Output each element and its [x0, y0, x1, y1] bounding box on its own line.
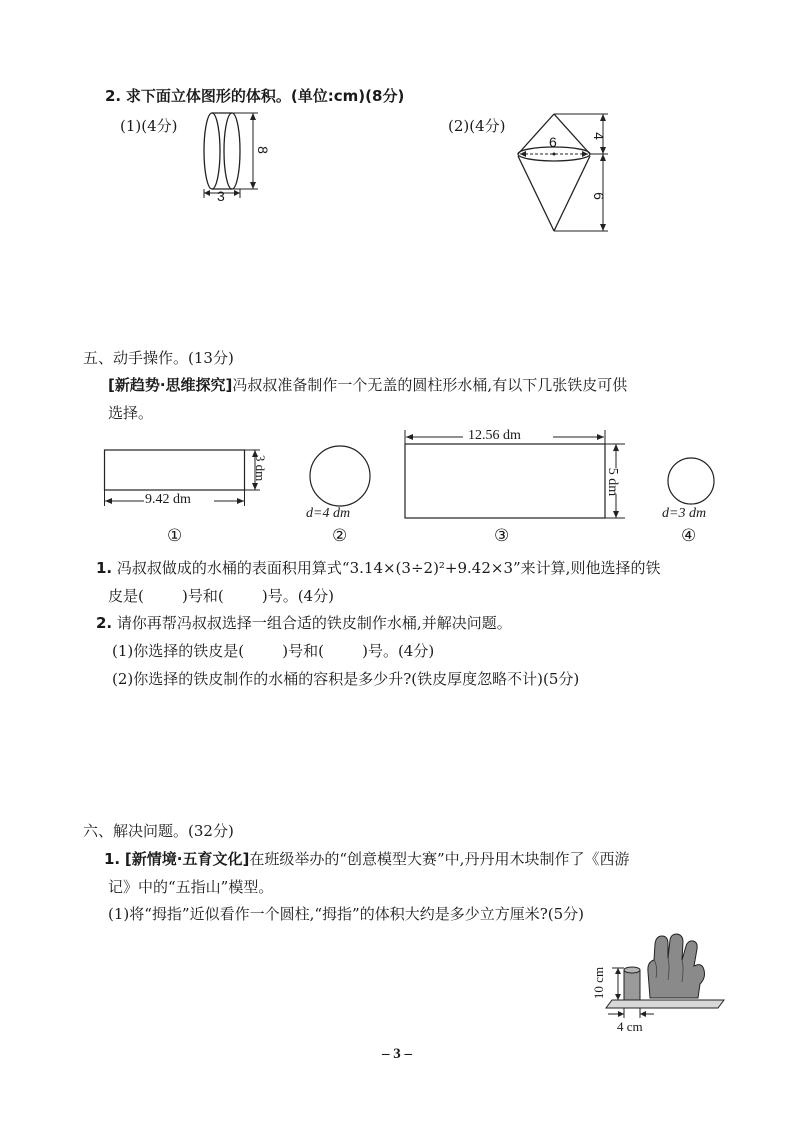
marker-1: ① [167, 526, 183, 546]
s5-q2-sub1: (1)你选择的铁皮是( )号和( )号。(4分) [112, 642, 435, 660]
s6-q1-line2: 记》中的“五指山”模型。 [108, 878, 274, 896]
s6-q1-sub1: (1)将“拇指”近似看作一个圆柱,“拇指”的体积大约是多少立方厘米?(5分) [108, 905, 584, 923]
sheet4-diameter-label: d=3 dm [662, 506, 707, 521]
q4-2-title [105, 85, 404, 107]
marker-4: ④ [681, 526, 697, 546]
s5-q1-number: 1. [96, 559, 113, 577]
thumb-height-label: 10 cm [591, 966, 607, 1000]
q4-2-part1-label: (1)(4分) [120, 117, 178, 135]
sheet2-diameter-label: d=4 dm [306, 506, 351, 521]
page-number: – 3 – [382, 1046, 412, 1062]
cylinder-figure [196, 110, 276, 200]
q4-2-part2-label: (2)(4分) [448, 117, 506, 135]
sheet1-width-label: 9.42 dm [145, 492, 191, 507]
s5-q2 [96, 612, 512, 634]
s6-q1 [104, 848, 629, 870]
marker-3: ③ [494, 526, 510, 546]
q4-2-text: 求下面立体图形的体积。(单位:cm)(8分) [125, 87, 405, 105]
cone-diameter-label: 6 [549, 134, 557, 150]
cylinder-height-label: 8 [254, 146, 271, 154]
five-finger-mountain-model [598, 932, 748, 1032]
sheet2-circle [306, 444, 376, 514]
s5-q2-line: 请你再帮冯叔叔选择一组合适的铁皮制作水桶,并解决问题。 [116, 614, 512, 632]
section5-heading: 五、动手操作。(13分) [83, 349, 234, 367]
s5-q1 [96, 557, 660, 579]
section5-intro-line1: 冯叔叔准备制作一个无盖的圆柱形水桶,有以下几张铁皮可供 [232, 376, 628, 394]
section5-tag: [新趋势·思维探究] [108, 376, 233, 394]
thumb-diameter-label: 4 cm [617, 1019, 643, 1034]
s5-q2-number: 2. [96, 614, 113, 632]
sheet3-height-label: 5 dm [605, 467, 621, 497]
sheet1-height-label: 3 dm [253, 454, 269, 482]
cone-top-height-label: 4 [590, 132, 607, 140]
s5-q2-sub2: (2)你选择的铁皮制作的水桶的容积是多少升?(铁皮厚度忽略不计)(5分) [112, 670, 580, 688]
cone-bottom-height-label: 6 [590, 192, 607, 200]
section6-heading: 六、解决问题。(32分) [83, 822, 234, 840]
s6-q1-tag: [新情境·五育文化] [124, 850, 250, 868]
s5-q1-line1: 冯叔叔做成的水桶的表面积用算式“3.14×(3÷2)²+9.42×3”来计算,则他选择的铁 [116, 559, 661, 577]
section5-intro [108, 374, 627, 396]
double-cone-figure [512, 112, 622, 237]
section5-intro-line2: 选择。 [108, 404, 154, 422]
s5-q1-line2: 皮是( )号和( )号。(4分) [108, 587, 334, 605]
s6-q1-number: 1. [104, 850, 121, 868]
q4-2-number: 2. [105, 87, 122, 105]
marker-2: ② [332, 526, 348, 546]
cylinder-diameter-label: 3 [217, 188, 225, 204]
s6-q1-line1: 在班级举办的“创意模型大赛”中,丹丹用木块制作了《西游 [249, 850, 630, 868]
sheet3-width-label: 12.56 dm [468, 428, 521, 443]
